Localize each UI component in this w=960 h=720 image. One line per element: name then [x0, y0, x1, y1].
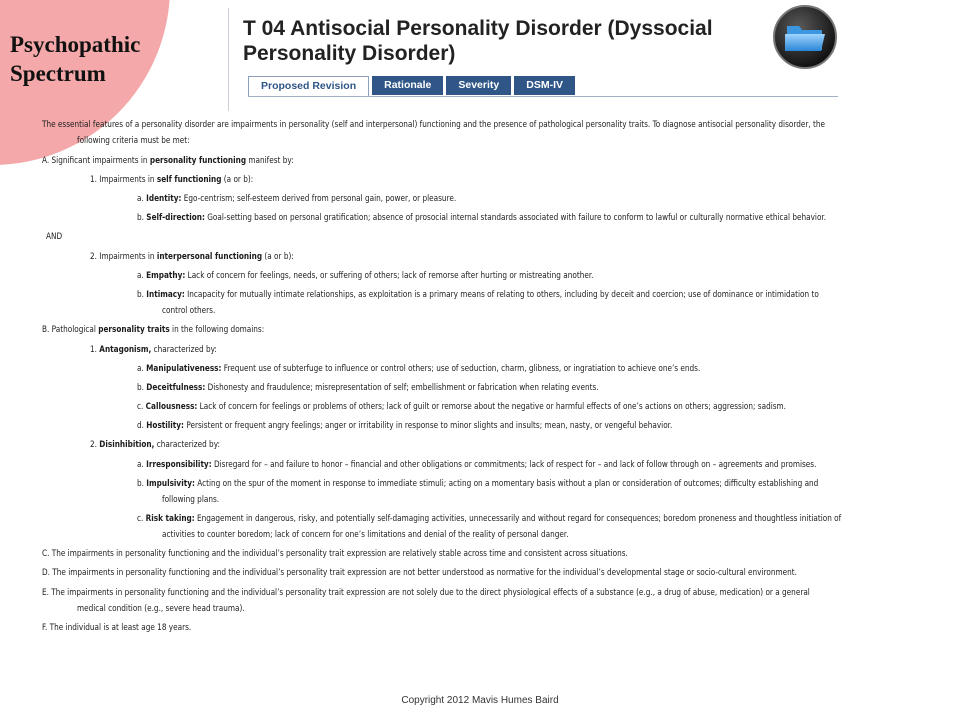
tab-underline: [248, 96, 838, 97]
tab-bar: [248, 76, 575, 97]
tab-severity[interactable]: Severity: [446, 76, 511, 95]
criterion-a2a: a. Empathy: Lack of concern for feelings, needs, or suffering of others; lack of remorse after hurting or mistreating another.: [137, 271, 594, 281]
criterion-e: E. The impairments in personality functioning and the individual’s personality trait expression are not solely due to the direct physiological effects of a substance (e.g., a drug of abuse, medication) or a general: [42, 588, 810, 598]
criterion-a2: 2. Impairments in interpersonal functioning (a or b):: [90, 252, 294, 262]
intro-line-1: The essential features of a personality disorder are impairments in personality (self and interpersonal) functioning and the presence of pathological personality traits. To diagnose antisocial personality disorder, the: [42, 120, 826, 130]
slide-title-line-1: Psychopathic: [10, 32, 141, 57]
criterion-a1: 1. Impairments in self functioning (a or b):: [90, 175, 254, 185]
page-title: T 04 Antisocial Personality Disorder (Dyssocial Personality Disorder): [243, 17, 713, 65]
criterion-b1b: b. Deceitfulness: Dishonesty and fraudulence; misrepresentation of self; embellishment or fabrication when relating events.: [137, 383, 599, 393]
criterion-a1b: b. Self-direction: Goal-setting based on personal gratification; absence of prosocial internal standards associated with failure to conform to lawful or culturally normative ethical behavior.: [137, 213, 827, 223]
criterion-e-cont: medical condition (e.g., severe head trauma).: [77, 604, 245, 614]
and-connector: AND: [46, 232, 63, 242]
criterion-d: D. The impairments in personality functioning and the individual’s personality trait expression are not better understood as normative for the individual’s developmental stage or socio-cultural environment.: [42, 568, 797, 578]
header-divider: [228, 8, 229, 111]
tab-dsm-iv[interactable]: DSM-IV: [514, 76, 575, 95]
intro-line-2: following criteria must be met:: [77, 136, 190, 146]
criterion-b2b-cont: following plans.: [162, 495, 220, 505]
copyright-footer: Copyright 2012 Mavis Humes Baird: [401, 695, 559, 706]
tab-rationale[interactable]: Rationale: [372, 76, 443, 95]
criterion-b1a: a. Manipulativeness: Frequent use of subterfuge to influence or control others; use of seduction, charm, glibness, or ingratiation to achieve one’s ends.: [137, 364, 701, 374]
criterion-b2c-cont: activities to counter boredom; lack of concern for one’s limitations and denial of the reality of personal danger.: [162, 530, 569, 540]
criterion-b2b: b. Impulsivity: Acting on the spur of the moment in response to immediate stimuli; acting on a momentary basis without a plan or consideration of outcomes; difficulty establishing and: [137, 479, 819, 489]
tab-proposed-revision[interactable]: Proposed Revision: [248, 76, 369, 97]
criterion-a2b: b. Intimacy: Incapacity for mutually intimate relationships, as exploitation is a primary means of relating to others, including by deceit and coercion; use of dominance or intimidation to: [137, 290, 819, 300]
criterion-b1d: d. Hostility: Persistent or frequent angry feelings; anger or irritability in response to minor slights and insults; mean, nasty, or vengeful behavior.: [137, 421, 673, 431]
criterion-a2b-cont: control others.: [162, 306, 216, 316]
criterion-b1: 1. Antagonism, characterized by:: [90, 345, 217, 355]
criterion-c: C. The impairments in personality functioning and the individual’s personality trait expression are relatively stable across time and consistent across situations.: [42, 549, 628, 559]
criterion-f: F. The individual is at least age 18 years.: [42, 623, 192, 633]
criterion-a: A. Significant impairments in personality functioning manifest by:: [42, 156, 294, 166]
slide-title-line-2: Spectrum: [10, 61, 106, 86]
slide-title: [10, 30, 180, 88]
criterion-b2a: a. Irresponsibility: Disregard for – and failure to honor – financial and other obligations or commitments; lack of respect for – and lack of follow through on – agreements and promises.: [137, 460, 817, 470]
criterion-a1a: a. Identity: Ego-centrism; self-esteem derived from personal gain, power, or pleasure.: [137, 194, 457, 204]
criterion-b: B. Pathological personality traits in the following domains:: [42, 325, 265, 335]
folder-icon: [772, 4, 838, 70]
criterion-b2c: c. Risk taking: Engagement in dangerous, risky, and potentially self-damaging activities, unnecessarily and without regard for consequences; boredom proneness and thoughtless initiation of: [137, 514, 842, 524]
criterion-b1c: c. Callousness: Lack of concern for feelings or problems of others; lack of guilt or remorse about the negative or harmful effects of one’s actions on others; aggression; sadism.: [137, 402, 786, 412]
criterion-b2: 2. Disinhibition, characterized by:: [90, 440, 220, 450]
